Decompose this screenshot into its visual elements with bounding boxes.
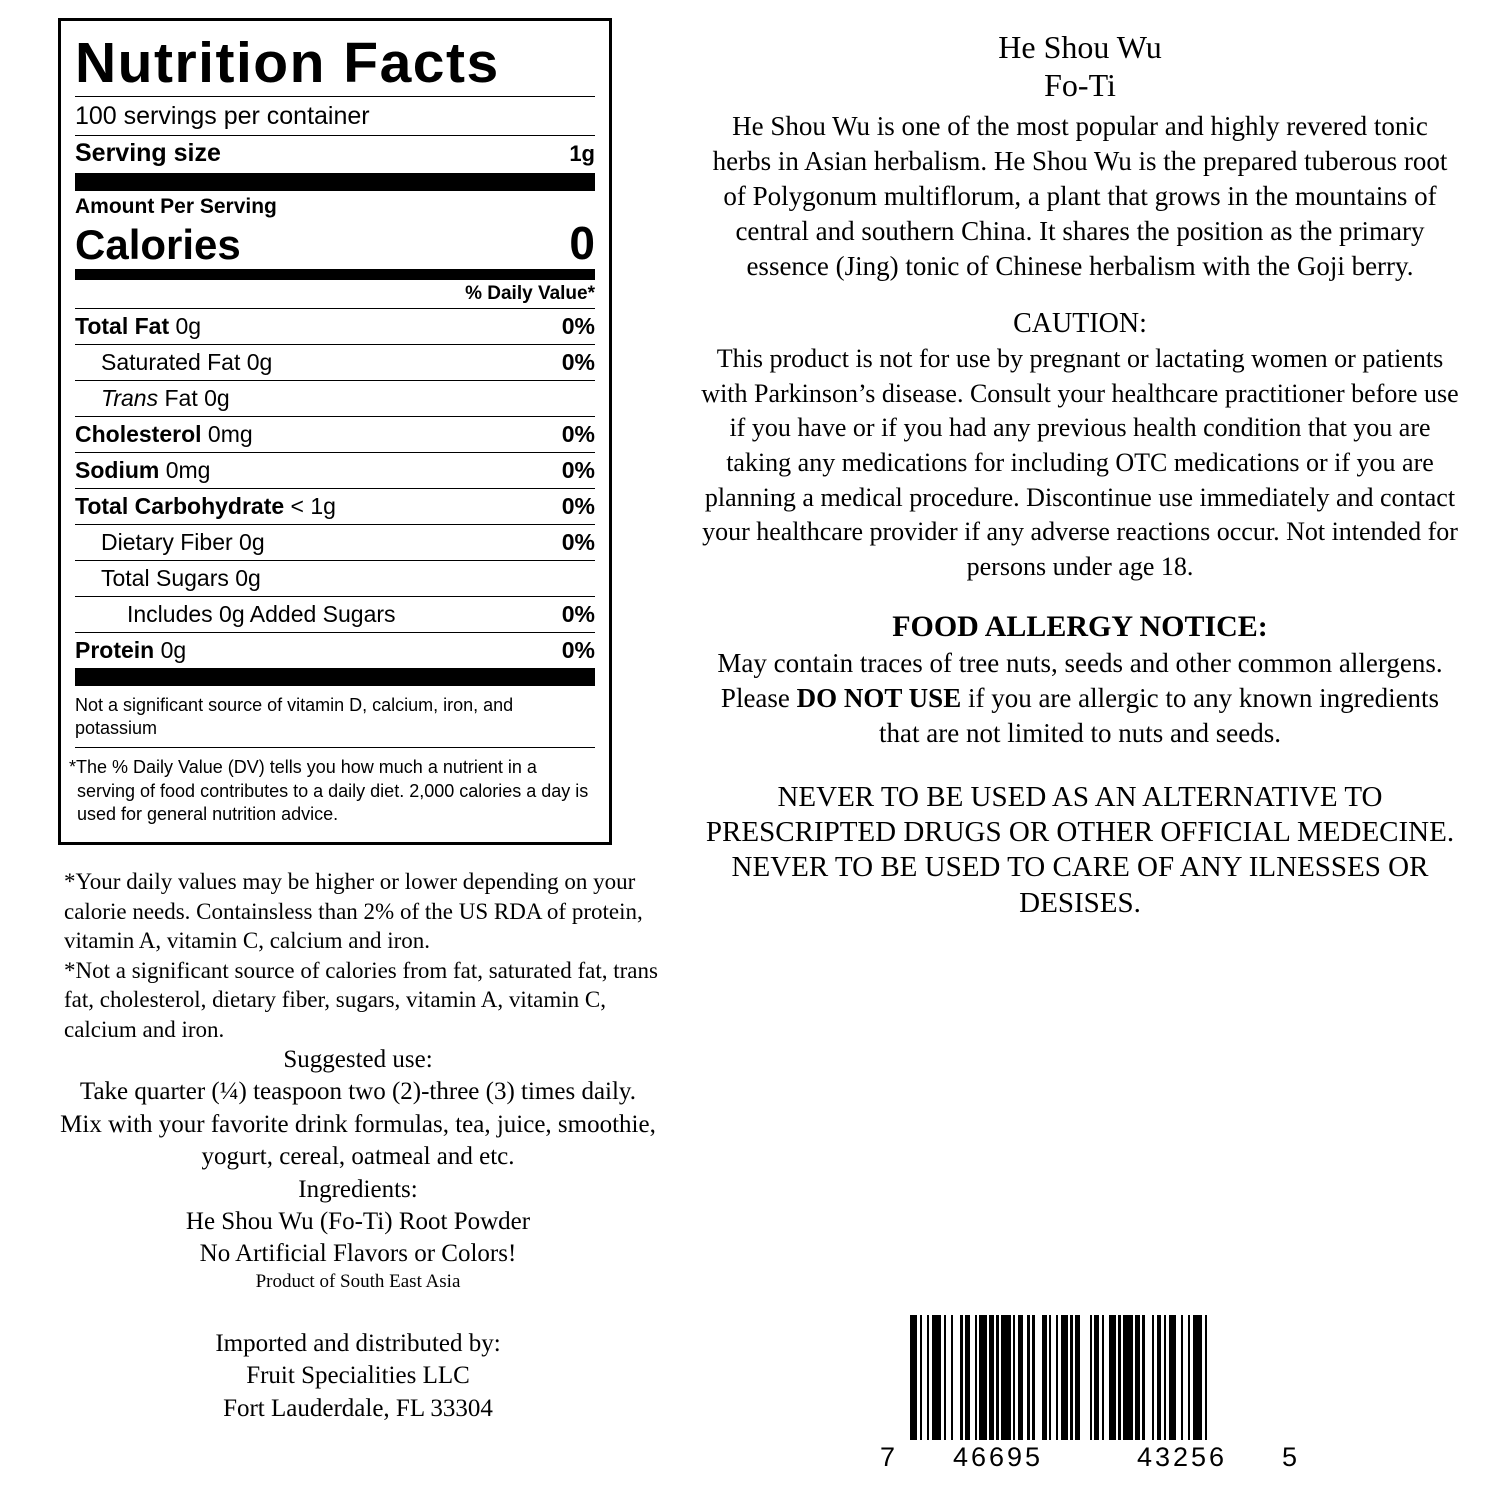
allergy-body-emphasis: DO NOT USE — [796, 683, 962, 714]
barcode-space — [1145, 1315, 1152, 1440]
left-column — [58, 18, 658, 1425]
nutrient-daily-value: 0% — [561, 421, 595, 448]
divider-thick — [75, 173, 595, 191]
nutrient-rows — [75, 308, 595, 668]
allergy-notice-heading: FOOD ALLERGY NOTICE: — [892, 610, 1268, 644]
barcode-bar — [1193, 1315, 1203, 1440]
right-column — [700, 28, 1460, 921]
nutrient-name: Saturated Fat — [101, 349, 241, 376]
nutrient-label — [75, 493, 336, 520]
serving-size-value: 1g — [569, 141, 595, 166]
nutrient-name: Cholesterol — [75, 421, 202, 448]
suggested-use-heading: Suggested use: — [283, 1046, 433, 1074]
calories-value: 0 — [569, 217, 595, 269]
barcode-space — [1035, 1315, 1042, 1440]
barcode-bar — [932, 1315, 942, 1440]
never-use-warning-line: NEVER TO BE USED TO CARE OF ANY ILNESSES OR DESISES. — [731, 851, 1429, 919]
nutrient-name: Total Carbohydrate — [75, 493, 285, 520]
nutrient-label — [75, 637, 186, 664]
nutrient-name: Includes — [127, 601, 213, 628]
never-use-warning-line: NEVER TO BE USED AS AN ALTERNATIVE TO PRESCRIPTED DRUGS OR OTHER OFFICIAL MEDECINE. — [705, 780, 1455, 848]
servings-per-container: 100 servings per container — [75, 102, 370, 130]
nutrient-daily-value: 0% — [561, 601, 595, 628]
divider-thick — [75, 668, 595, 686]
caution-heading: CAUTION: — [1013, 308, 1147, 340]
barcode-digit-left: 7 — [880, 1442, 899, 1472]
nutrient-label — [75, 313, 201, 340]
product-description: He Shou Wu is one of the most popular and highly revered tonic herbs in Asian herbalism. He Shou Wu is the prepared tuberous root of Polygonum multiflorum, a plant that grows in the mountains of central and southern China. It shares the position as the primary essence (Jing) tonic of Chinese herbalism with the Goji berry. — [712, 110, 1448, 282]
importer-block — [58, 1328, 658, 1426]
barcode-digits — [880, 1442, 1300, 1473]
nutrient-name: Dietary Fiber — [101, 529, 233, 556]
never-use-warning — [700, 780, 1460, 922]
ingredients-line-1: He Shou Wu (Fo-Ti) Root Powder — [185, 1207, 531, 1235]
barcode-bar — [1001, 1315, 1011, 1440]
nutrient-label — [75, 457, 210, 484]
nutrient-amount: 0g — [169, 313, 202, 340]
allergy-notice-body — [700, 646, 1460, 751]
daily-value-footnote: *The % Daily Value (DV) tells you how much a nutrient in a serving of food contributes to a daily diet. 2,000 calories a day is used for general nutrition advice. — [69, 757, 589, 825]
calories-label: Calories — [75, 221, 241, 269]
nutrient-daily-value: 0% — [561, 349, 595, 376]
barcode-bar — [1061, 1315, 1068, 1440]
barcode-space — [953, 1315, 960, 1440]
suggested-use-body: Take quarter (¼) teaspoon two (2)-three (3) times daily. Mix with your favorite drink formulas, tea, juice, smoothie, yogurt, cereal, oatmeal and etc. — [60, 1078, 656, 1171]
nutrient-daily-value: 0% — [561, 637, 595, 664]
nutrient-label — [101, 565, 261, 592]
nutrient-label — [127, 601, 396, 628]
nutrient-amount: 0mg — [159, 457, 211, 484]
nutrient-row — [75, 524, 595, 560]
nutrient-amount: Fat 0g — [158, 385, 230, 412]
nutrient-row — [75, 488, 595, 524]
nutrient-row — [75, 452, 595, 488]
nutrient-row — [75, 344, 595, 380]
nutrient-row — [75, 596, 595, 632]
ingredients-line-2: No Artificial Flavors or Colors! — [199, 1239, 517, 1267]
daily-values-disclaimer-1: *Your daily values may be higher or lower depending on your calorie needs. Containsless than 2% of the US RDA of protein, vitamin A, vitamin C, calcium and iron. — [64, 869, 643, 954]
nutrient-amount: 0g — [240, 349, 273, 376]
barcode-digit-right: 5 — [1281, 1442, 1300, 1472]
caution-body: This product is not for use by pregnant or lactating women or patients with Parkinson’s disease. Consult your healthcare practitioner before use if you have or if you had any previous health condition that you are taking any medications for including OTC medications or if you are planning a medical procedure. Discontinue use immediately and contact your healthcare provider if any adverse reactions occur. Not intended for persons under age 18. — [701, 344, 1459, 581]
daily-values-disclaimer-2: *Not a significant source of calories from fat, saturated fat, trans fat, cholesterol, dietary fiber, sugars, vitamin A, vitamin C, calcium and iron. — [64, 957, 658, 1042]
importer-line-2: Fruit Specialities LLC — [246, 1362, 470, 1390]
nutrient-amount: 0g — [232, 529, 265, 556]
nutrient-row — [75, 380, 595, 416]
nutrient-amount: 0mg — [201, 421, 253, 448]
barcode-space — [1080, 1315, 1090, 1440]
importer-line-1: Imported and distributed by: — [215, 1329, 501, 1357]
importer-line-3: Fort Lauderdale, FL 33304 — [223, 1394, 493, 1422]
nutrient-name: Total Fat — [75, 313, 170, 340]
barcode-bar — [1109, 1315, 1116, 1440]
nutrition-facts-panel — [58, 18, 612, 845]
left-body-text — [58, 867, 658, 1425]
barcode-group-2: 43256 — [1136, 1442, 1228, 1472]
calories-row — [75, 219, 595, 269]
allergy-body-part-1: May contain traces of tree nuts, seeds and other common allergens. Please — [717, 648, 1443, 714]
nutrient-name: Total Sugars — [101, 565, 229, 592]
nutrient-amount: 0g — [154, 637, 187, 664]
nutrient-daily-value: 0% — [561, 457, 595, 484]
nutrient-label — [101, 349, 272, 376]
allergy-body-part-2: if you are allergic to any known ingredients that are not limited to nuts and seeds. — [879, 683, 1440, 749]
product-origin: Product of South East Asia — [255, 1270, 461, 1292]
serving-size-row — [75, 136, 595, 173]
nutrient-row — [75, 416, 595, 452]
nutrient-row — [75, 560, 595, 596]
barcode-bar — [1123, 1315, 1133, 1440]
nutrient-daily-value: 0% — [561, 493, 595, 520]
barcode-group-1: 46695 — [952, 1442, 1044, 1472]
daily-value-footnote-text: The % Daily Value (DV) tells you how much a nutrient in a serving of food contributes to a daily diet. 2,000 calories a day is used for general nutrition advice. — [76, 757, 589, 825]
barcode-bar — [979, 1315, 986, 1440]
barcode-space — [1207, 1315, 1214, 1440]
nutrient-label — [101, 385, 230, 412]
nutrient-label — [75, 421, 253, 448]
nutrient-daily-value: 0% — [561, 529, 595, 556]
nutrient-row — [75, 632, 595, 668]
barcode-bar — [1169, 1315, 1176, 1440]
nutrient-amount: 0g — [228, 565, 261, 592]
ingredients-heading: Ingredients: — [298, 1175, 418, 1203]
amount-per-serving-label: Amount Per Serving — [75, 195, 277, 218]
nutrient-name: Protein — [75, 637, 155, 664]
nutrient-label — [101, 529, 265, 556]
daily-value-header: % Daily Value* — [465, 283, 595, 305]
not-significant-note: Not a significant source of vitamin D, calcium, iron, and potassium — [75, 695, 514, 738]
barcode-block — [880, 1300, 1300, 1473]
product-title-line-1: He Shou Wu — [998, 29, 1162, 65]
nutrition-facts-title: Nutrition Facts — [75, 31, 500, 95]
nutrient-daily-value: 0% — [561, 313, 595, 340]
nutrient-amount: < 1g — [284, 493, 336, 520]
divider-mid — [75, 269, 595, 280]
product-title-line-2: Fo-Ti — [1044, 67, 1116, 104]
barcode-bars — [910, 1300, 1300, 1440]
nutrient-name: Trans — [101, 385, 159, 412]
nutrient-amount: 0g Added Sugars — [212, 601, 396, 628]
nutrient-name: Sodium — [75, 457, 160, 484]
serving-size-label: Serving size — [75, 139, 221, 167]
nutrient-row — [75, 308, 595, 344]
barcode-bar — [910, 1315, 917, 1440]
